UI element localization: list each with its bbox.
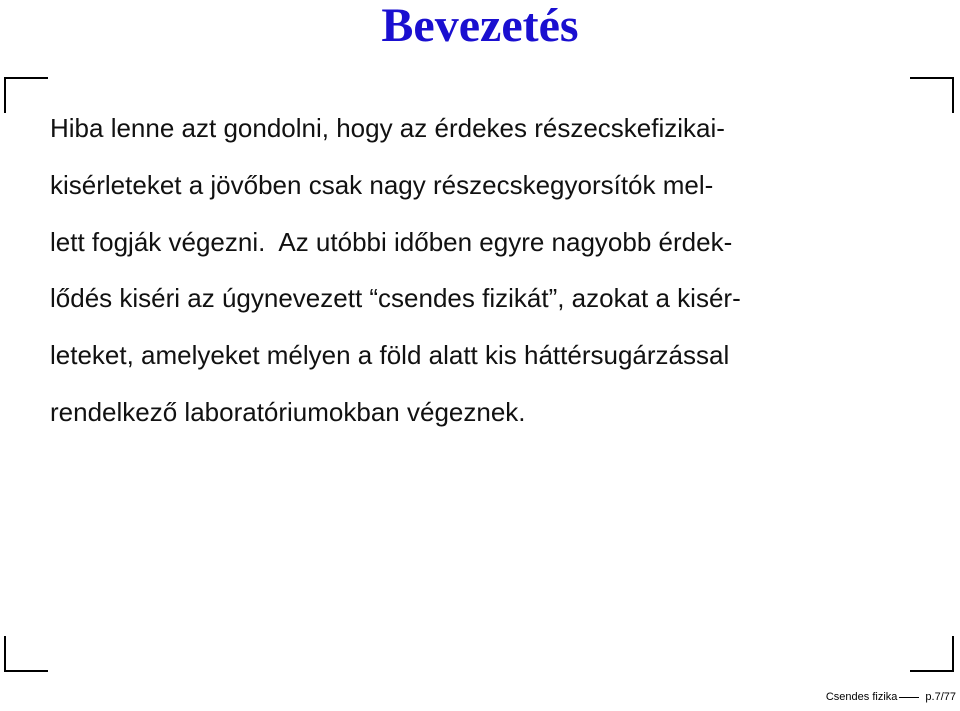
frame-corner-bottom-right (910, 636, 954, 672)
body-line: kisérleteket a jövőben csak nagy részecskegyorsítók mel- (50, 169, 714, 200)
frame-corner-bottom-left (4, 636, 48, 672)
body-line: leteket, amelyeket mélyen a föld alatt kis háttérsugárzással (50, 340, 730, 371)
slide-body (50, 100, 920, 441)
slide-title: Bevezetés (381, 0, 579, 52)
frame-corner-top-left (4, 77, 48, 113)
body-line: lett fogják végezni. Az utóbbi időben egyre nagyobb érdek- (50, 226, 733, 257)
body-line: lődés kiséri az úgynevezett “csendes fizikát”, azokat a kisér- (50, 283, 741, 314)
body-line: rendelkező laboratóriumokban végeznek. (50, 396, 526, 427)
footer-page-number: p.7/77 (925, 691, 956, 703)
footer-rule (899, 697, 919, 698)
slide-footer (826, 690, 956, 704)
body-line: Hiba lenne azt gondolni, hogy az érdekes részecskefizikai- (50, 113, 725, 143)
footer-short-title: Csendes fizika (825, 691, 898, 703)
